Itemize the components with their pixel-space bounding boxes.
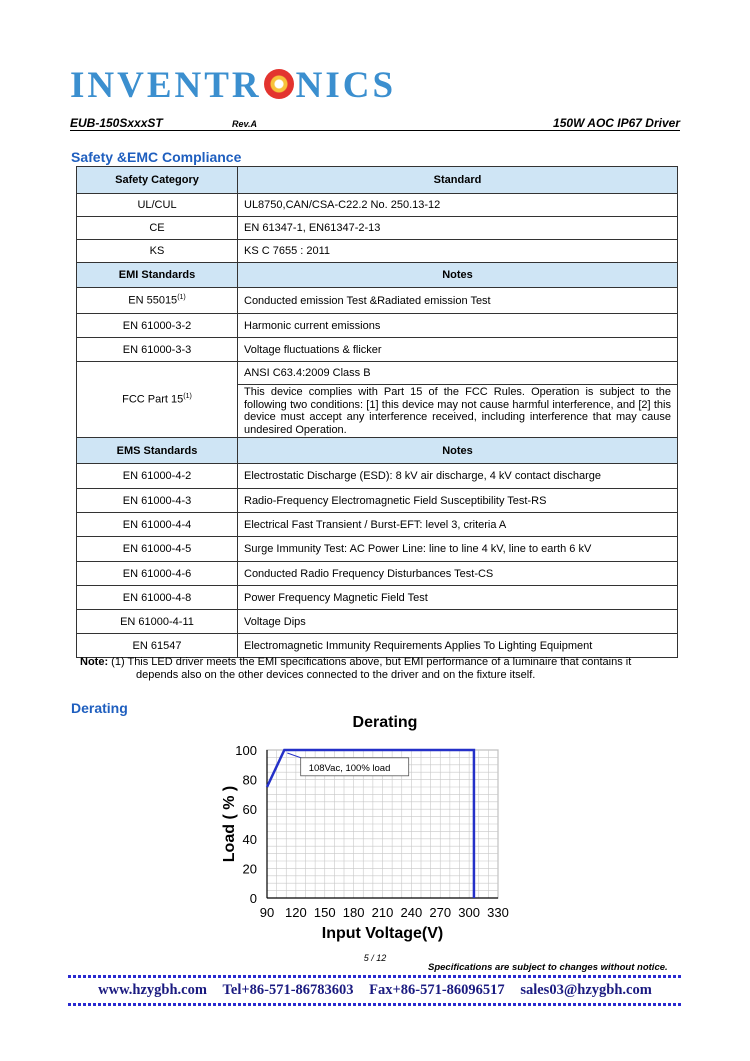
y-axis-label: Load ( % ): [221, 785, 238, 863]
fcc-line-2: This device complies with Part 15 of the FCC Rules. Operation is subject to the following two conditions: [1] this device may not cause harmful interference, and [2] this device must accept any interference received, including interference that may cause undesired Operation.: [244, 386, 671, 436]
note-cell: EN 61347-1, EN61347-2-13: [238, 217, 678, 240]
section-title-derating: Derating: [71, 700, 128, 716]
table-header-row: [77, 438, 678, 464]
x-tick-label: 270: [429, 905, 452, 920]
x-tick-label: 120: [285, 905, 307, 920]
note-cell: Electrostatic Discharge (ESD): 8 kV air discharge, 4 kV contact discharge: [238, 464, 678, 489]
table-row: [77, 338, 678, 362]
footer-fax: Fax+86-571-86096517: [369, 982, 505, 998]
note-line-1: (1) This LED driver meets the EMI specifications above, but EMI performance of a luminaire that contains it: [111, 656, 632, 668]
annotation-text: 108Vac, 100% load: [308, 762, 391, 774]
note-cell: Voltage Dips: [238, 610, 678, 634]
standard-cell: EN 55015$^{(1)}$: [77, 288, 238, 314]
spec-notice: Specifications are subject to changes without notice.: [428, 962, 668, 973]
fcc-notes: [238, 362, 678, 438]
standard-cell: KS: [77, 240, 238, 263]
compliance-note: [80, 656, 660, 682]
note-cell: Power Frequency Magnetic Field Test: [238, 586, 678, 610]
y-tick-label: 20: [242, 861, 257, 877]
y-tick-label: 60: [242, 802, 257, 818]
table-row: [77, 562, 678, 586]
standard-cell: UL/CUL: [77, 194, 238, 217]
table-row: [77, 489, 678, 513]
table-row-fcc: [77, 362, 678, 438]
note-label: Note:: [80, 656, 109, 668]
note-cell: Electrical Fast Transient / Burst-EFT: level 3, criteria A: [238, 513, 678, 537]
note-cell: Voltage fluctuations & flicker: [238, 338, 678, 362]
table-row: [77, 288, 678, 314]
page-number: 5 / 12: [363, 953, 387, 963]
table-header-row: [77, 167, 678, 194]
table-row: [77, 314, 678, 338]
footer-rule-bottom: [68, 1003, 682, 1006]
header-cell: EMI Standards: [77, 263, 238, 288]
footer-contacts: [0, 982, 750, 999]
x-tick-label: 150: [313, 905, 336, 920]
x-tick-label: 300: [458, 905, 480, 920]
standard-cell: EN 61000-4-8: [77, 586, 238, 610]
note-cell: Radio-Frequency Electromagnetic Field Susceptibility Test-RS: [238, 489, 678, 513]
note-cell: KS C 7655 : 2011: [238, 240, 678, 263]
footer-email[interactable]: sales03@hzygbh.com: [520, 982, 652, 998]
y-tick-label: 100: [235, 743, 257, 758]
table-row: [77, 586, 678, 610]
note-cell: Electromagnetic Immunity Requirements Applies To Lighting Equipment: [238, 634, 678, 658]
header-cell: Standard: [238, 167, 678, 194]
standard-cell: EN 61000-4-6: [77, 562, 238, 586]
product-title: 150W AOC IP67 Driver: [553, 116, 680, 130]
header-cell: Notes: [238, 263, 678, 288]
compliance-table: [76, 166, 678, 658]
fcc-line-1: ANSI C63.4:2009 Class B: [238, 362, 677, 385]
footer-rule-top: [68, 975, 682, 978]
x-tick-label: 240: [400, 905, 423, 920]
x-tick-label: 180: [342, 905, 365, 920]
model-number: EUB-150SxxxST: [70, 116, 163, 130]
standard-cell: EN 61000-3-2: [77, 314, 238, 338]
footer-tel: Tel+86-571-86783603: [222, 982, 354, 998]
derating-chart: [210, 730, 530, 945]
header-cell: Safety Category: [77, 167, 238, 194]
note-cell: Surge Immunity Test: AC Power Line: line to line 4 kV, line to earth 6 kV: [238, 537, 678, 562]
company-logo: INVENTR NICS: [70, 65, 397, 106]
header-cell: EMS Standards: [77, 438, 238, 464]
header-cell: Notes: [238, 438, 678, 464]
x-tick-label: 90: [259, 905, 275, 920]
revision: Rev.A: [232, 119, 258, 129]
standard-cell: FCC Part 15$^{(1)}$: [77, 362, 238, 438]
x-tick-label: 210: [371, 905, 394, 920]
y-tick-label: 0: [249, 891, 257, 906]
table-row: [77, 537, 678, 562]
standard-cell: EN 61000-4-11: [77, 610, 238, 634]
standard-cell: EN 61000-4-3: [77, 489, 238, 513]
standard-cell: EN 61000-4-2: [77, 464, 238, 489]
note-cell: Conducted emission Test &Radiated emission Test: [238, 288, 678, 314]
y-tick-label: 80: [242, 772, 257, 788]
note-line-2: depends also on the other devices connected to the driver and on the fixture itself.: [136, 669, 536, 681]
x-tick-label: 330: [487, 905, 509, 920]
note-cell: UL8750,CAN/CSA-C22.2 No. 250.13-12: [238, 194, 678, 217]
section-title-safety: Safety &EMC Compliance: [71, 149, 242, 165]
table-header-row: [77, 263, 678, 288]
table-row: [77, 464, 678, 489]
chart-title: Derating: [352, 714, 418, 731]
footer-website[interactable]: www.hzygbh.com: [98, 982, 207, 998]
table-row: [77, 217, 678, 240]
table-row: [77, 240, 678, 263]
x-axis-label: Input Voltage(V): [321, 925, 444, 942]
table-row: [77, 610, 678, 634]
table-row: [77, 513, 678, 537]
note-cell: Harmonic current emissions: [238, 314, 678, 338]
standard-cell: EN 61000-3-3: [77, 338, 238, 362]
standard-cell: EN 61000-4-5: [77, 537, 238, 562]
standard-cell: EN 61547: [77, 634, 238, 658]
standard-cell: CE: [77, 217, 238, 240]
standard-cell: EN 61000-4-4: [77, 513, 238, 537]
note-cell: Conducted Radio Frequency Disturbances Test-CS: [238, 562, 678, 586]
table-row: [77, 634, 678, 658]
table-row: [77, 194, 678, 217]
logo-sun-icon: [264, 69, 294, 99]
header-rule: [70, 130, 680, 131]
y-tick-label: 40: [242, 831, 257, 847]
